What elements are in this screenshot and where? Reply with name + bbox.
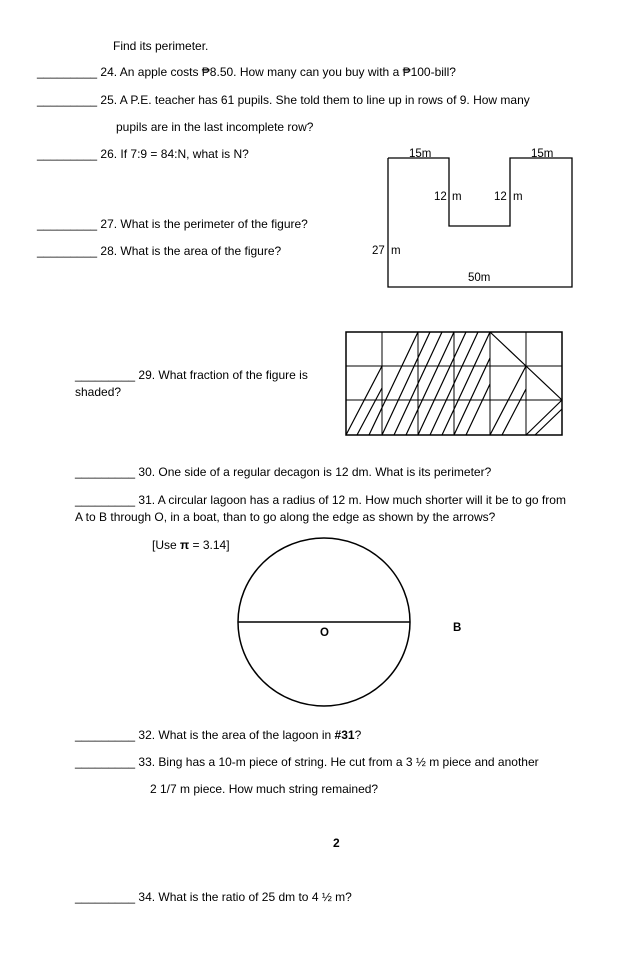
u-label-inner-right-unit: m	[513, 191, 523, 203]
question-30: _________ 30. One side of a regular decagon is 12 dm. What is its perimeter?	[75, 465, 492, 479]
question-32: _________ 32. What is the area of the lagoon in #31?	[75, 728, 362, 742]
intro-line: Find its perimeter.	[113, 39, 209, 53]
question-27: _________ 27. What is the perimeter of the figure?	[37, 217, 308, 231]
u-label-bottom: 50m	[468, 272, 491, 284]
page-number: 2	[333, 836, 340, 850]
u-label-inner-left: 12	[434, 191, 447, 203]
u-label-left-side-unit: m	[391, 245, 401, 257]
question-31-pi-note: [Use π = 3.14]	[152, 538, 230, 552]
question-29-line2: shaded?	[75, 385, 122, 399]
u-label-inner-left-unit: m	[452, 191, 462, 203]
u-label-inner-right: 12	[494, 191, 507, 203]
lagoon-circle-figure	[238, 538, 410, 706]
circle-center-label: O	[320, 627, 329, 639]
question-26: _________ 26. If 7:9 = 84:N, what is N?	[37, 147, 249, 161]
u-label-left-side: 27	[372, 245, 385, 257]
question-31-line2: A to B through O, in a boat, than to go along the edge as shown by the arrows?	[75, 510, 496, 524]
question-28: _________ 28. What is the area of the figure?	[37, 244, 282, 258]
u-shape-figure	[388, 158, 572, 287]
question-34: _________ 34. What is the ratio of 25 dm to 4 ½ m?	[75, 890, 352, 904]
question-25-line1: _________ 25. A P.E. teacher has 61 pupils. She told them to line up in rows of 9. How many	[37, 93, 530, 107]
u-label-top-right: 15m	[531, 148, 554, 160]
u-label-top-left: 15m	[409, 148, 432, 160]
circle-point-b-label: B	[453, 622, 462, 634]
question-33-line1: _________ 33. Bing has a 10-m piece of string. He cut from a 3 ½ m piece and another	[75, 755, 539, 769]
question-24: _________ 24. An apple costs ₱8.50. How many can you buy with a ₱100-bill?	[37, 65, 456, 79]
question-31-line1: _________ 31. A circular lagoon has a radius of 12 m. How much shorter will it be to go from	[75, 493, 566, 507]
question-25-line2: pupils are in the last incomplete row?	[116, 120, 314, 134]
u-shape-outline	[388, 158, 572, 287]
question-33-line2: 2 1/7 m piece. How much string remained?	[150, 782, 379, 796]
question-29-line1: _________ 29. What fraction of the figure is	[75, 368, 308, 382]
shaded-grid-figure	[346, 332, 562, 435]
